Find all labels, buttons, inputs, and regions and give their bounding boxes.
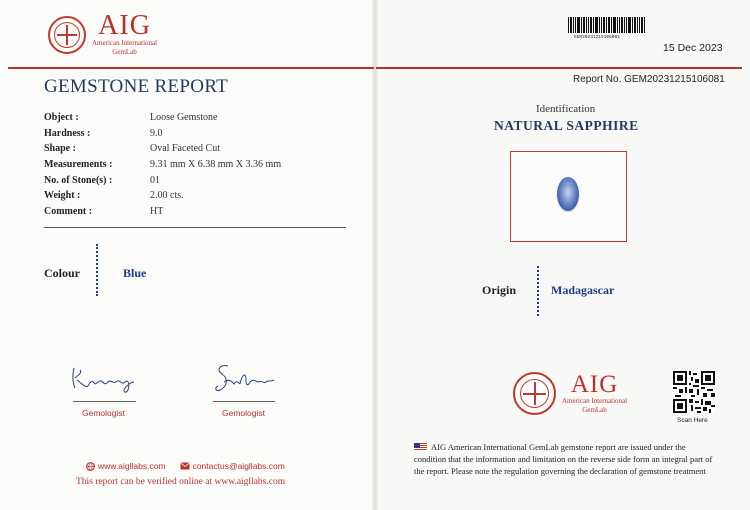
detail-value: Oval Faceted Cut: [150, 143, 220, 155]
detail-label: Hardness :: [44, 127, 91, 139]
brand-line2: GemLab: [582, 405, 607, 414]
report-title: GEMSTONE REPORT: [44, 76, 229, 97]
gemologist-label-2: Gemologist: [222, 408, 265, 418]
header-rule-right: [376, 67, 742, 69]
colour-label: Colour: [44, 266, 80, 280]
origin-value: Madagascar: [551, 283, 615, 297]
detail-row: [44, 110, 281, 126]
header-rule-left: [8, 67, 374, 69]
detail-value: 9.31 mm X 6.38 mm X 3.36 mm: [150, 159, 282, 171]
aig-seal-icon: [48, 16, 86, 54]
aig-wordmark: [562, 370, 628, 415]
scan-here-label: Scan Here: [677, 417, 708, 424]
details-divider: [44, 227, 346, 228]
aig-logo-footer: [513, 372, 627, 415]
brand-line2: GemLab: [112, 48, 137, 56]
gem-photo-frame: [510, 151, 627, 242]
origin-label: Origin: [482, 283, 517, 297]
aig-seal-icon: [513, 372, 556, 415]
detail-row: [44, 188, 281, 204]
brand-name: AIG: [98, 10, 151, 41]
origin-divider: [537, 266, 539, 316]
qr-code[interactable]: [673, 371, 715, 413]
envelope-icon: [180, 462, 190, 470]
detail-value: 2.00 cts.: [150, 190, 184, 202]
signature-1: [68, 362, 138, 396]
brand-line1: American International: [92, 39, 158, 47]
detail-row: [44, 141, 281, 157]
details-list: [44, 110, 281, 219]
aig-logo: [48, 10, 158, 57]
globe-icon: [86, 462, 95, 471]
signature-2: [210, 360, 280, 400]
gemologist-label-1: Gemologist: [82, 408, 125, 418]
detail-label: Measurements :: [44, 159, 113, 171]
signature-line-2: [213, 401, 275, 402]
detail-value: Loose Gemstone: [150, 112, 218, 124]
barcode-number: GEM20231215106081: [574, 35, 620, 40]
signature-line-1: [73, 401, 136, 402]
detail-label: No. of Stone(s) :: [44, 174, 113, 186]
barcode: [568, 17, 650, 33]
colour-divider: [96, 244, 98, 296]
report-number: Report No. GEM20231215106081: [573, 74, 725, 85]
identification-label: Identification: [536, 103, 596, 115]
detail-value: 9.0: [150, 127, 163, 139]
contact-line: [86, 461, 285, 471]
detail-row: [44, 157, 281, 173]
detail-row: [44, 126, 281, 142]
brand-line1: American International: [562, 396, 628, 405]
page-fold: [372, 0, 378, 510]
detail-value: HT: [150, 205, 164, 217]
colour-value: Blue: [123, 266, 147, 280]
detail-label: Weight :: [44, 190, 81, 202]
detail-label: Object :: [44, 112, 79, 124]
report-date: 15 Dec 2023: [663, 42, 723, 54]
disclaimer-text: AIG American International GemLab gemstone report are issued under the condition that the information and limitation on the reverse side form an integral part of the report. Please note the regulation governing the declaration of gemstone treatment: [414, 442, 713, 476]
email-link[interactable]: contactus@aigllabs.com: [192, 461, 285, 471]
detail-label: Comment :: [44, 205, 93, 217]
detail-row: [44, 204, 281, 220]
website-link[interactable]: www.aigllabs.com: [98, 461, 166, 471]
brand-name: AIG: [570, 370, 619, 398]
verify-text: This report can be verified online at www.aigllabs.com: [76, 477, 286, 487]
detail-label: Shape :: [44, 143, 76, 155]
detail-row: [44, 172, 281, 188]
detail-value: 01: [150, 174, 160, 186]
identification-value: NATURAL SAPPHIRE: [494, 118, 639, 133]
aig-wordmark: [92, 10, 158, 57]
sapphire-image: [557, 177, 579, 211]
